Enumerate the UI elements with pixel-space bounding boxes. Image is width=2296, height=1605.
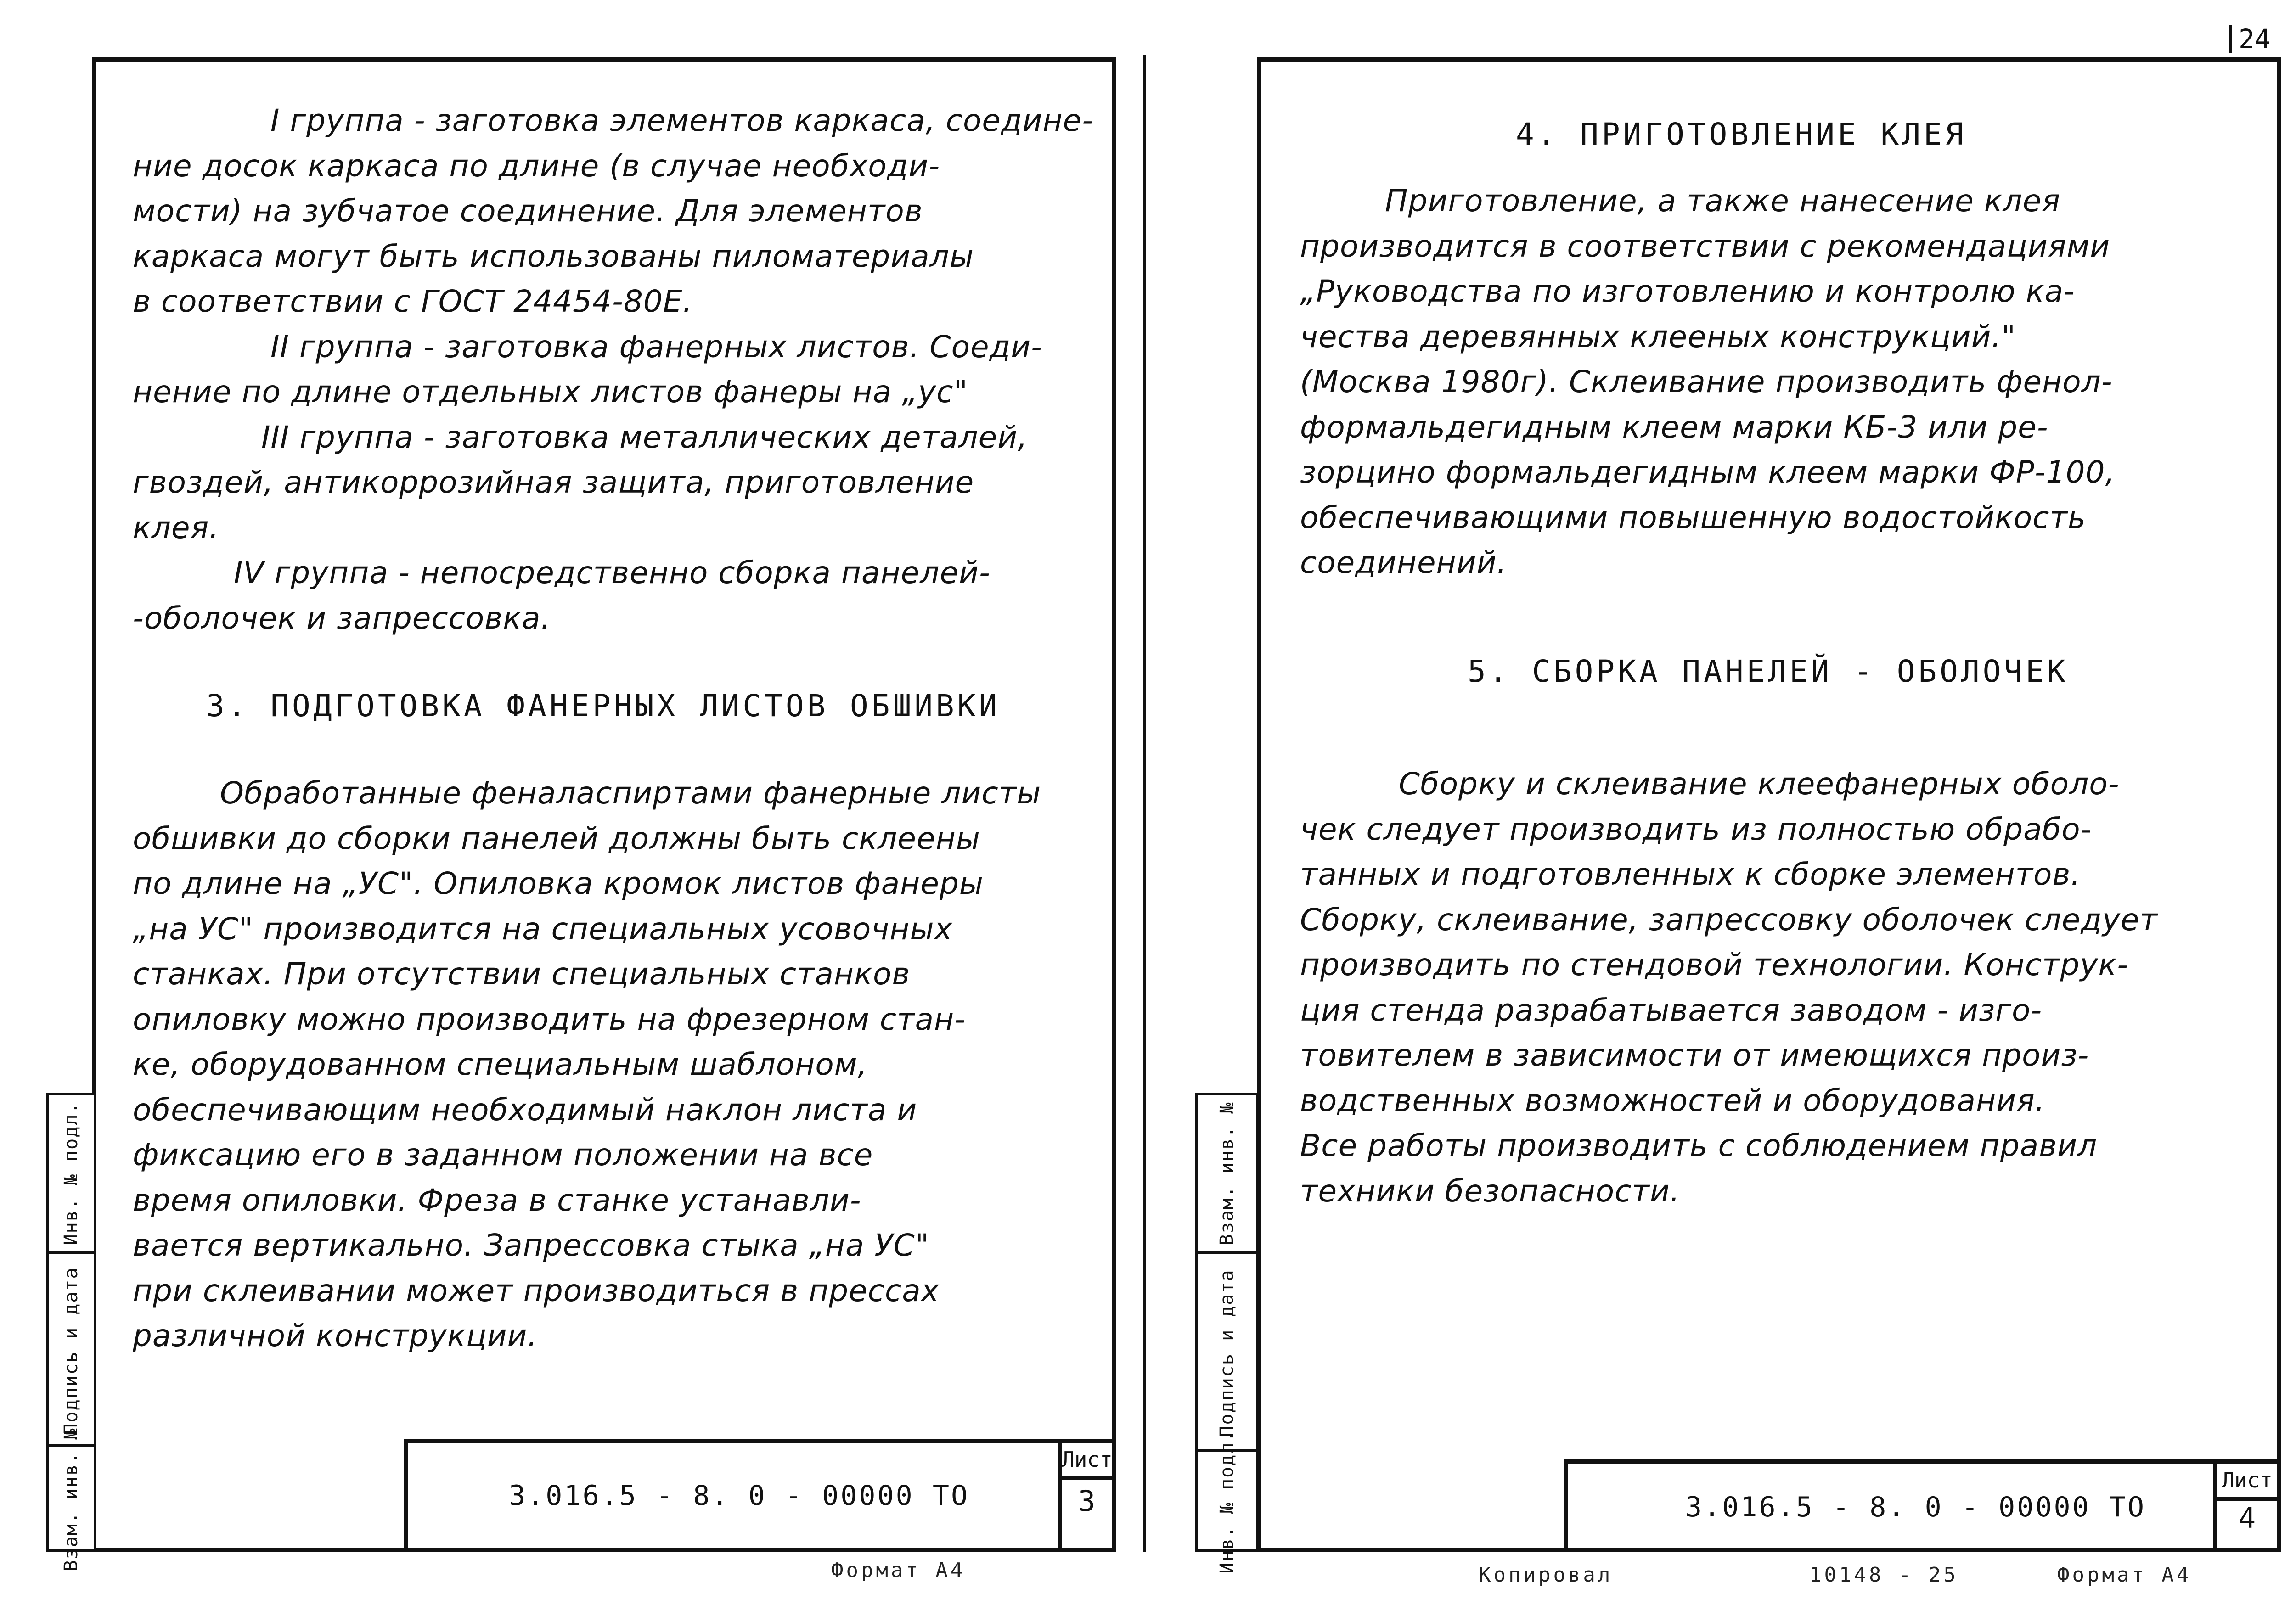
text-line: мости) на зубчатое соединение. Для элементов (133, 193, 923, 229)
text-line: ние досок каркаса по длине (в случае необходи- (133, 148, 940, 184)
text-line: обеспечивающим необходимый наклон листа и (133, 1092, 917, 1128)
sheet-label: Лист (1062, 1443, 1112, 1480)
text-line: ция стенда разрабатывается заводом - изго- (1300, 992, 2043, 1028)
text-line: танных и подготовленных к сборке элементов. (1300, 857, 2081, 892)
text-line: каркаса могут быть использованы пиломатериалы (133, 238, 974, 274)
strip-label: Подпись и дата (1216, 1269, 1238, 1437)
text-line: І группа - заготовка элементов каркаса, соедине- (270, 103, 1094, 138)
strip-label: Подпись и дата (61, 1267, 82, 1435)
left-margin-strip (46, 1093, 96, 1571)
right-footer-number: 10148 - 25 (1809, 1563, 1958, 1587)
section-3-heading: 3. ПОДГОТОВКА ФАНЕРНЫХ ЛИСТОВ ОБШИВКИ (206, 688, 1001, 724)
sheet-box (1058, 1443, 1112, 1552)
strip-label: Инв. № подл. (61, 1101, 82, 1246)
text-line: Сборку и склеивание клеефанерных оболо- (1399, 766, 2120, 802)
text-line: различной конструкции. (133, 1318, 538, 1353)
text-line: водственных возможностей и оборудования. (1300, 1083, 2045, 1118)
text-line: „Руководства по изготовлению и контролю ка- (1300, 274, 2075, 309)
text-line: чества деревянных клееных конструкций." (1300, 319, 2016, 354)
text-line: Приготовление, а также нанесение клея (1385, 183, 2061, 219)
right-footer-copied: Копировал (1479, 1563, 1613, 1587)
text-line: время опиловки. Фреза в станке устанавли- (133, 1182, 861, 1218)
text-line: „на УС" производится на специальных усовочных (133, 911, 953, 947)
document-code: 3.016.5 - 8. 0 - 00000 ТО (509, 1480, 970, 1512)
text-line: обшивки до сборки панелей должны быть склеены (133, 820, 980, 856)
corner-page-number: 24 (2229, 25, 2271, 53)
section-4-heading: 4. ПРИГОТОВЛЕНИЕ КЛЕЯ (1516, 117, 1967, 152)
text-line: фиксацию его в заданном положении на все (133, 1137, 873, 1173)
sheet-number: 3 (1078, 1484, 1096, 1518)
strip-cell-inv-podl (49, 1095, 94, 1251)
strip-cell-signature (49, 1251, 94, 1447)
strip-cell-vzam (49, 1427, 94, 1571)
text-line: ке, оборудованном специальным шаблоном, (133, 1047, 868, 1082)
text-line: при склеивании может производиться в прессах (133, 1273, 940, 1308)
sheet-box (2213, 1464, 2277, 1552)
text-line: станках. При отсутствии специальных станков (133, 956, 911, 992)
document-code: 3.016.5 - 8. 0 - 00000 ТО (1685, 1491, 2146, 1523)
text-line: ІІІ группа - заготовка металлических деталей, (261, 419, 1028, 455)
strip-label: Взам. инв. № (1216, 1101, 1238, 1246)
text-line: вается вертикально. Запрессовка стыка „на УС" (133, 1228, 930, 1263)
text-line: в соответствии с ГОСТ 24454-80Е. (133, 284, 693, 319)
text-line: производится в соответствии с рекомендациями (1300, 228, 2110, 264)
text-line: -оболочек и запрессовка. (133, 600, 551, 636)
title-block (1564, 1459, 2277, 1548)
text-line: нение по длине отдельных листов фанеры на „ус" (133, 374, 968, 410)
text-line: гвоздей, антикоррозийная защита, приготовление (133, 465, 974, 500)
strip-cell-vzam (1198, 1430, 1256, 1574)
section-5-text (1300, 762, 2158, 1214)
text-line: формальдегидным клеем марки КБ-3 или ре- (1300, 409, 2048, 445)
text-line: (Москва 1980г). Склеивание производить фенол- (1300, 364, 2113, 399)
strip-cell-inv-podl (1198, 1095, 1256, 1251)
right-page (1257, 57, 2281, 1552)
section-5-heading: 5. СБОРКА ПАНЕЛЕЙ - ОБОЛОЧЕК (1468, 654, 2069, 689)
text-line: зорцино формальдегидным клеем марки ФР-100, (1300, 455, 2116, 490)
right-footer-format: Формат А4 (2057, 1563, 2192, 1587)
strip-label: Инв. № подл. (1216, 1430, 1238, 1574)
left-page (92, 57, 1116, 1552)
text-line: Все работы производить с соблюдением правил (1300, 1128, 2098, 1163)
text-line: Сборку, склеивание, запрессовку оболочек следует (1300, 902, 2158, 937)
text-line: товителем в зависимости от имеющихся произ- (1300, 1038, 2089, 1073)
text-line: Обработанные феналаспиртами фанерные листы (220, 775, 1041, 811)
right-margin-strip (1195, 1093, 1259, 1574)
text-line: ІV группа - непосредственно сборка панелей- (234, 555, 990, 590)
sheet-label: Лист (2217, 1464, 2277, 1501)
text-line: опиловку можно производить на фрезерном стан- (133, 1001, 966, 1037)
left-footer: Формат А4 (831, 1559, 966, 1582)
text-line: техники безопасности. (1300, 1173, 1680, 1209)
sheet-number: 4 (2238, 1501, 2256, 1535)
strip-label: Взам. инв. № (61, 1427, 82, 1571)
text-line: клея. (133, 510, 219, 545)
intro-text (133, 98, 1093, 641)
text-line: чек следует производить из полностью обрабо- (1300, 811, 2092, 847)
text-line: по длине на „УС". Опиловка кромок листов фанеры (133, 866, 984, 901)
section-3-text (133, 771, 1041, 1359)
title-block (404, 1439, 1112, 1548)
page-divider (1143, 55, 1146, 1552)
strip-cell-signature (1198, 1251, 1256, 1452)
section-4-text (1300, 179, 2115, 586)
text-line: ІІ группа - заготовка фанерных листов. Соеди- (270, 329, 1042, 365)
text-line: производить по стендовой технологии. Конструк- (1300, 947, 2129, 982)
text-line: соединений. (1300, 545, 1507, 580)
text-line: обеспечивающими повышенную водостойкость (1300, 499, 2086, 535)
